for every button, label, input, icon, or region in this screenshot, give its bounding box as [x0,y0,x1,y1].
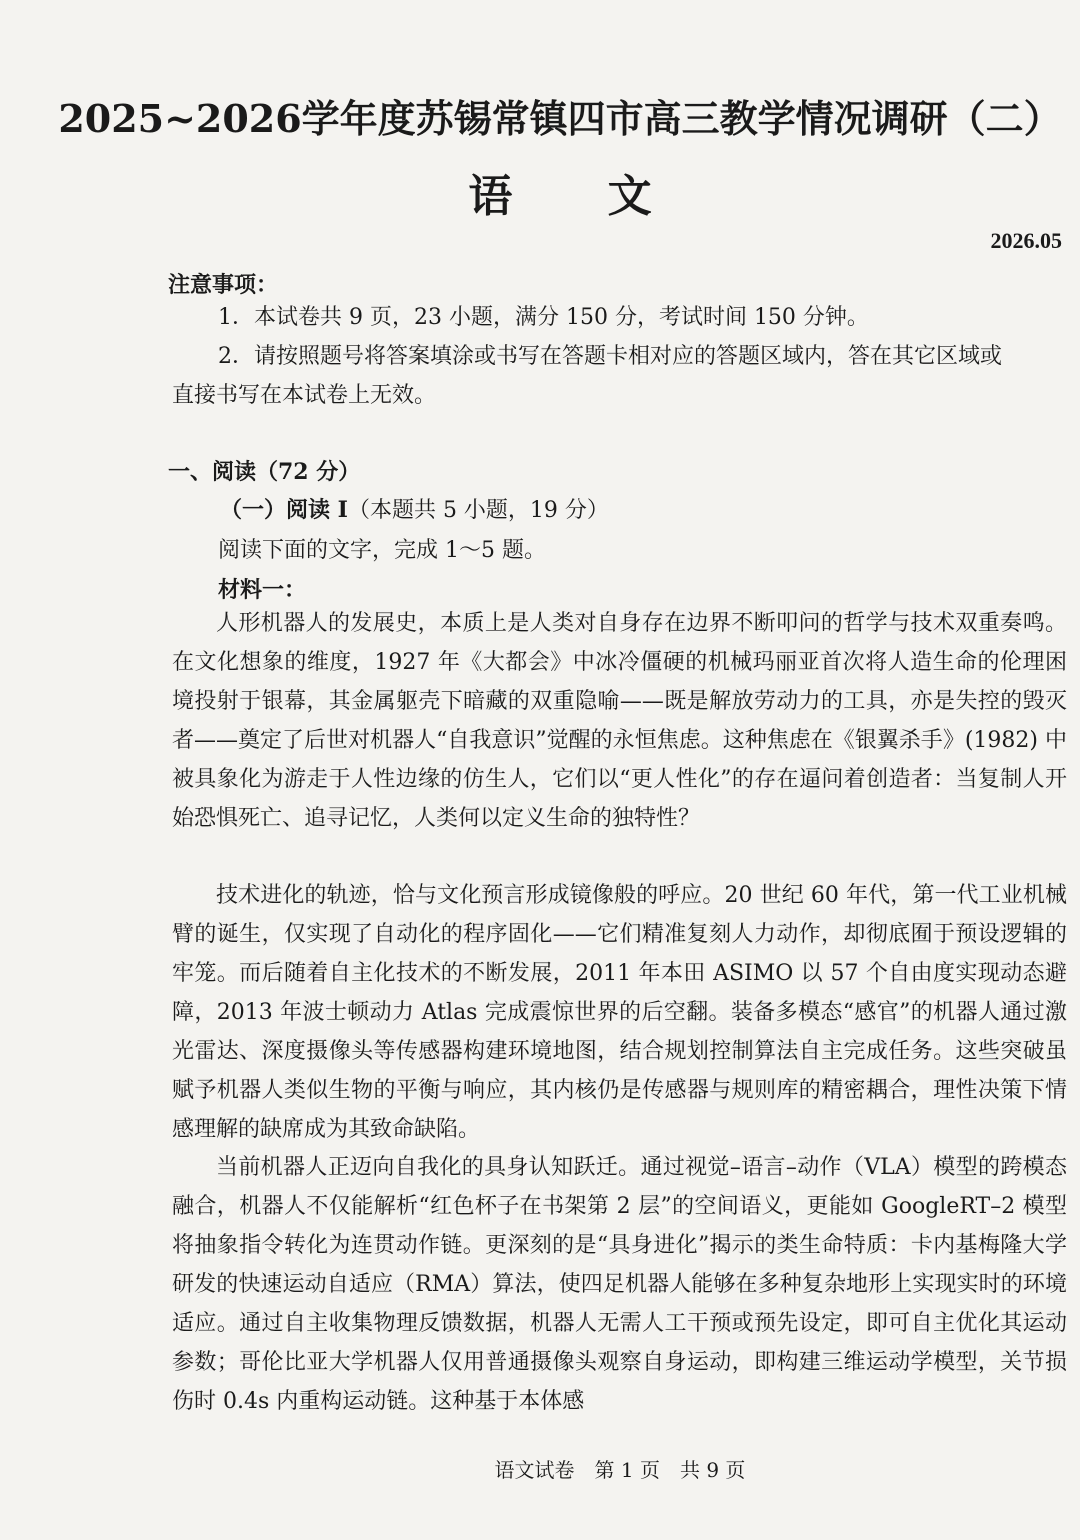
paragraph-1: 人形机器人的发展史，本质上是人类对自身存在边界不断叩问的哲学与技术双重奏鸣。在文化想象的维度，1927 年《大都会》中冰冷僵硬的机械玛丽亚首次将人造生命的伦理困境投射于银幕，其金属躯壳下暗藏的双重隐喻——既是解放劳动力的工具，亦是失控的毁灭者——奠定了后世对机器人“自我意识”觉醒的永恒焦虑。这种焦虑在《银翼杀手》(1982) 中被具象化为游走于人性边缘的仿生人，它们以“更人性化”的存在逼问着创造者：当复制人开始恐惧死亡、追寻记忆，人类何以定义生命的独特性？ [172,611,1067,831]
reading-instruction: 阅读下面的文字，完成 1～5 题。 [218,538,546,563]
subject-title: 语 文 [468,171,692,222]
material-label: 材料一： [218,577,307,603]
page-footer: 语文试卷 第 1 页 共 9 页 [494,1458,746,1482]
section-heading: 一、阅读（72 分） [168,459,361,485]
sub-heading-bold: （一）阅读 I [220,497,348,523]
exam-date: 2026.05 [990,228,1062,253]
sub-heading-rest: （本题共 5 小题，19 分） [347,498,609,523]
exam-title: 2025~2026学年度苏锡常镇四市高三教学情况调研（二） [58,96,1062,141]
notice-heading: 注意事项： [168,272,279,298]
sub-heading [220,493,609,524]
notice-item-2-line-1: 2．请按照题号将答案填涂或书写在答题卡相对应的答题区域内，答在其它区域或 [218,344,1002,369]
paragraph-3: 当前机器人正迈向自我化的具身认知跃迁。通过视觉–语言–动作（VLA）模型的跨模态融合，机器人不仅能解析“红色杯子在书架第 2 层”的空间语义，更能如 GoogleRT–2 模型将抽象指令转化为连贯动作链。更深刻的是“具身进化”揭示的类生命特质：卡内基梅隆大学研发的快速运动自适应（RMA）算法，使四足机器人能够在多种复杂地形上实现实时的环境适应。通过自主收集物理反馈数据，机器人无需人工干预或预先设定，即可自主优化其运动参数；哥伦比亚大学机器人仅用普通摄像头观察自身运动，即构建三维运动学模型，关节损伤时 0.4s 内重构运动链。这种基于本体感 [172,1155,1067,1414]
paragraph-2: 技术进化的轨迹，恰与文化预言形成镜像般的呼应。20 世纪 60 年代，第一代工业机械臂的诞生，仅实现了自动化的程序固化——它们精准复刻人力动作，却彻底囿于预设逻辑的牢笼。而后随着自主化技术的不断发展，2011 年本田 ASIMO 以 57 个自由度实现动态避障，2013 年波士顿动力 Atlas 完成震惊世界的后空翻。装备多模态“感官”的机器人通过激光雷达、深度摄像头等传感器构建环境地图，结合规划控制算法自主完成任务。这些突破虽赋予机器人类似生物的平衡与响应，其内核仍是传感器与规则库的精密耦合，理性决策下情感理解的缺席成为其致命缺陷。 [172,883,1067,1142]
notice-item-1: 1．本试卷共 9 页，23 小题，满分 150 分，考试时间 150 分钟。 [218,305,869,330]
notice-item-2-line-2: 直接书写在本试卷上无效。 [172,383,437,408]
